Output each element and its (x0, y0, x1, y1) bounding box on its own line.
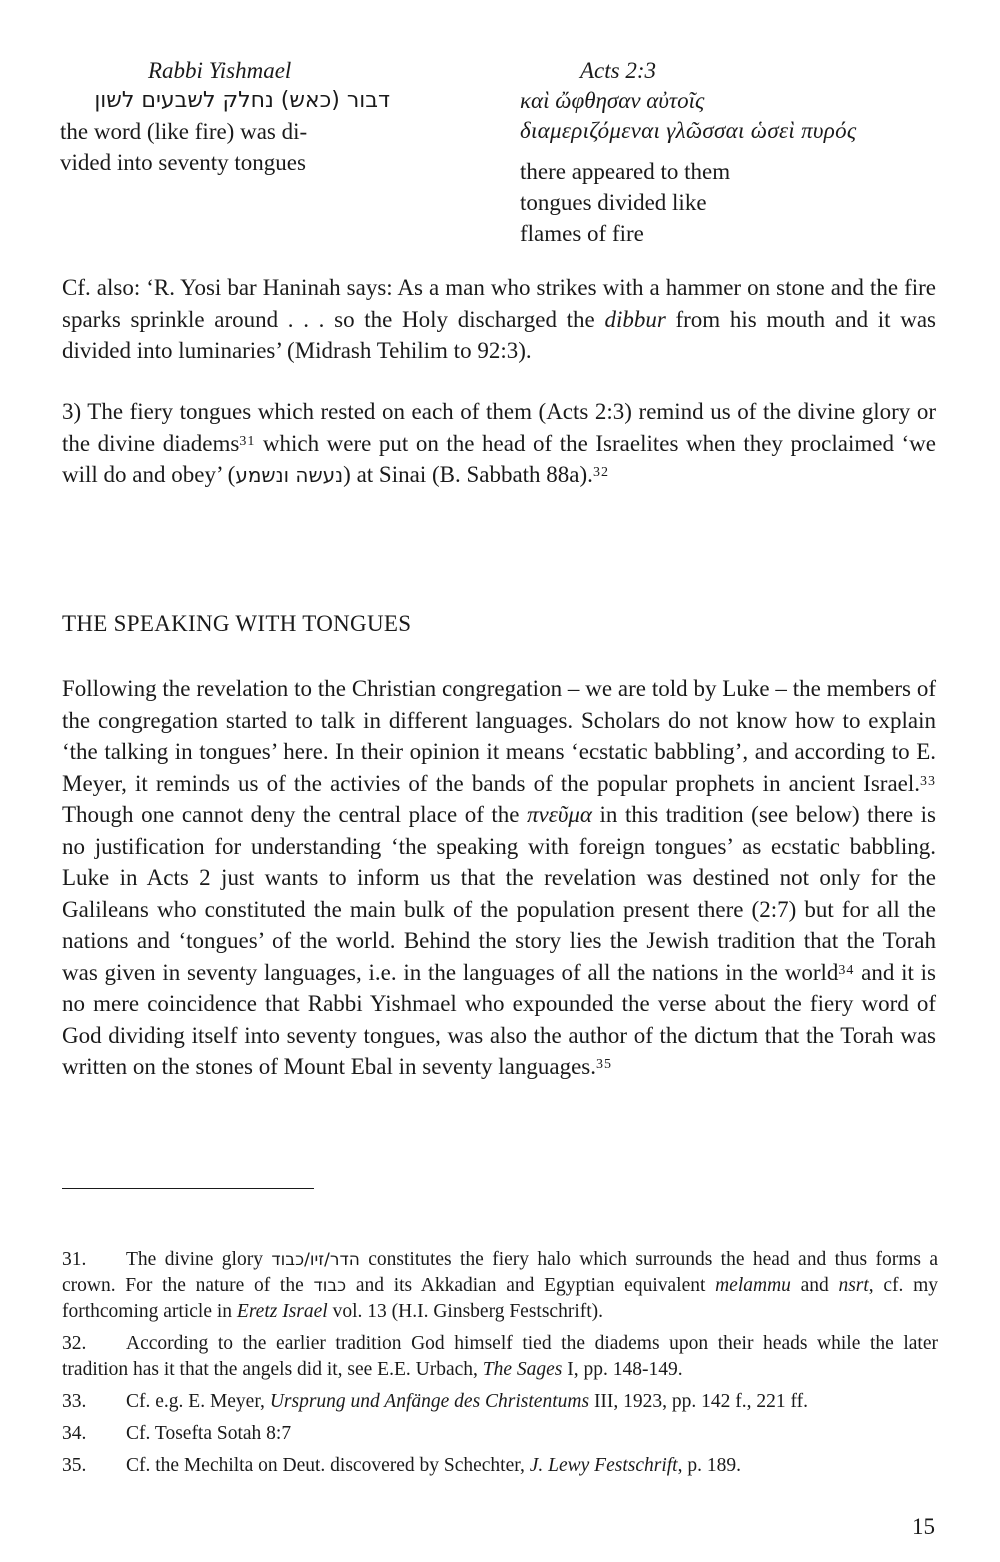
footnote-text: According to the earlier tradition God himself tied the diadems upon their heads while the later tradition has it that the angels did it, see E.E. Urbach, (62, 1333, 938, 1380)
footnote-italic: Ursprung und Anfänge des Christentums (269, 1391, 590, 1412)
greek-quotation-line: καὶ ὤφθησαν αὐτοῖς (520, 88, 705, 113)
main-paragraph (62, 673, 936, 1083)
translation-line: there appeared to them (520, 159, 731, 184)
footnote-italic: melammu (715, 1275, 791, 1296)
footnote-34 (62, 1421, 938, 1447)
translation-line: the word (like fire) was di- (60, 119, 308, 144)
footnote-number: 31. (62, 1249, 87, 1270)
footnote-divider (62, 1188, 314, 1189)
footnote-text: Cf. Tosefta Sotah 8:7 (126, 1423, 292, 1444)
footnote-text: III, 1923, pp. 142 f., 221 ff. (589, 1391, 809, 1412)
point-3-text: 3) The fiery tongues which rested on each of them (Acts 2:3) remind us of the divine glory or the divine diadems (62, 399, 936, 456)
footnote-text: constitutes the fiery halo which surrounds the head and thus forms a crown. For the nature of the (62, 1249, 938, 1296)
cf-text: from his mouth and it was divided into luminaries’ (Midrash Tehilim to 92:3). (62, 306, 937, 363)
footnote-number: 34. (62, 1423, 87, 1444)
column-heading-acts: Acts 2:3 (580, 58, 657, 83)
cf-italic-term: dibbur (604, 306, 666, 332)
footnote-italic: The Sages (482, 1359, 563, 1380)
footnote-ref-35[interactable]: 35 (596, 1057, 613, 1072)
point-3-text: ) at Sinai (B. Sabbath 88a). (343, 462, 593, 487)
main-text: Though one cannot deny the central place of the (62, 802, 528, 827)
footnote-italic: J. Lewy Festschrift (529, 1455, 678, 1476)
translation-line: vided into seventy tongues (60, 150, 306, 175)
cf-paragraph (62, 272, 936, 367)
main-text: in this tradition (see below) there is no justification for understanding ‘the speaking with foreign tongues’ as ecstatic babbling. Luke in Acts 2 just wants to inform us that the revelation was destined not only for the Galileans who constituted the main bulk of the population present there (2:7) but for all the nations and ‘tongues’ of the world. Behind the story lies the Jewish tradition that the Torah was given in seventy languages, i.e. in the languages of all the nations in the world (62, 802, 936, 985)
footnote-32 (62, 1331, 938, 1383)
footnote-text: Cf. e.g. E. Meyer, (126, 1391, 270, 1412)
main-text: Following the revelation to the Christian congregation – we are told by Luke – the members of the congregation started to talk in different languages. Scholars do not know how to explain ‘the talking in tongues’ here. In their opinion it means ‘ecstatic babbling’, and according to E. Meyer, it reminds us of the activies of the bands of the popular prophets in ancient Israel. (62, 676, 936, 796)
hebrew-inline: הדר/זיו/כבוד (271, 1250, 360, 1270)
footnote-ref-33[interactable]: 33 (920, 773, 936, 789)
footnote-number: 32. (62, 1333, 87, 1354)
footnote-ref-31[interactable]: 31 (239, 433, 256, 449)
footnote-italic: Eretz Israel (236, 1301, 328, 1322)
footnote-italic: nsrt (838, 1275, 869, 1296)
point-3-paragraph (62, 396, 936, 492)
footnote-text: vol. 13 (H.I. Ginsberg Festschrift). (327, 1301, 604, 1322)
footnote-text: and (790, 1275, 839, 1296)
footnote-text: The divine glory (126, 1249, 272, 1270)
footnote-text: and its Akkadian and Egyptian equivalent (346, 1275, 716, 1296)
footnote-35 (62, 1453, 938, 1479)
footnotes (62, 1247, 938, 1485)
translation-line: tongues divided like (520, 190, 707, 215)
cf-text: Cf. also: ‘R. Yosi bar Haninah says: As a man who strikes with a hammer on stone and the fire sparks sprinkle around . . . so the Holy discharged the (62, 275, 936, 332)
page-number: 15 (912, 1514, 935, 1539)
footnote-number: 35. (62, 1455, 87, 1476)
hebrew-quotation: דבור (כאש) נחלק לשבעים לשון (94, 88, 390, 113)
rabbi-yishmael-column (60, 56, 460, 178)
footnote-text: Cf. the Mechilta on Deut. discovered by Schechter, (126, 1455, 530, 1476)
footnote-text: I, pp. 148-149. (562, 1359, 683, 1380)
translation-block (520, 156, 940, 249)
column-heading-rabbi-yishmael: Rabbi Yishmael (148, 58, 292, 83)
translation-line: flames of fire (520, 221, 644, 246)
footnote-33 (62, 1389, 938, 1415)
greek-quotation-line: διαμεριζόμεναι γλῶσσαι ὡσεὶ πυρός (520, 118, 857, 143)
hebrew-inline: כבוד (313, 1276, 347, 1296)
acts-column (520, 56, 940, 249)
footnote-text: , cf. my forthcoming article in (62, 1275, 938, 1322)
greek-inline: πνεῦμα (527, 802, 592, 827)
footnote-text: , p. 189. (677, 1455, 741, 1476)
point-3-text: which were put on the head of the Israelites when they proclaimed ‘we will do and obey’ ( (62, 430, 936, 487)
hebrew-inline: נעשה ונשמע (235, 463, 344, 487)
footnote-ref-34[interactable]: 34 (838, 962, 855, 978)
section-heading: THE SPEAKING WITH TONGUES (62, 611, 412, 636)
footnote-ref-32[interactable]: 32 (592, 465, 609, 480)
footnote-31 (62, 1247, 938, 1325)
main-text: and it is no mere coincidence that Rabbi Yishmael who expounded the verse about the fiery word of God dividing itself into seventy tongues, was also the author of the dictum that the Torah was written on the stones of Mount Ebal in seventy languages. (62, 959, 936, 1079)
footnote-number: 33. (62, 1391, 87, 1412)
parallel-quotations (60, 56, 960, 246)
